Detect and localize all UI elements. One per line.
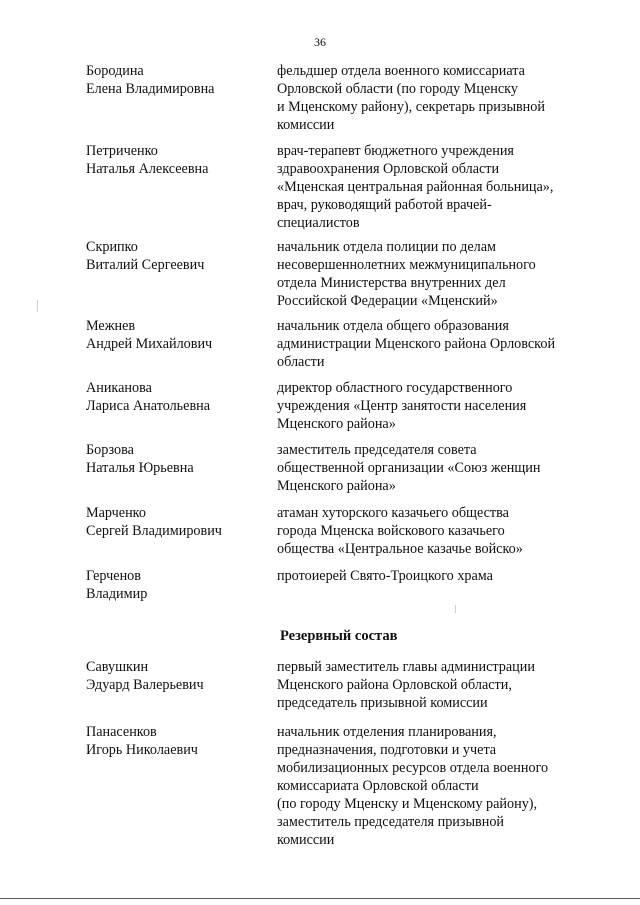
member-role-line: врач, руководящий работой врачей-: [277, 197, 492, 213]
member-role-line: Российской Федерации «Мценский»: [277, 293, 498, 309]
member-role: [277, 238, 587, 310]
member-role: [277, 62, 587, 134]
member-role-line: Мценского района»: [277, 478, 396, 494]
member-role-line: комиссии: [277, 832, 335, 848]
member-name: [86, 658, 256, 694]
scan-mark-left: [37, 300, 38, 312]
member-role-line: общественной организации «Союз женщин: [277, 460, 541, 476]
member-name-line: Панасенков: [86, 724, 157, 740]
member-role-line: протоиерей Свято-Троицкого храма: [277, 568, 493, 584]
member-role-line: отдела Министерства внутренних дел: [277, 275, 506, 291]
member-role-line: Мценского района»: [277, 416, 396, 432]
member-role: [277, 317, 587, 371]
member-role-line: общества «Центральное казачье войско»: [277, 541, 523, 557]
member-name-line: Марченко: [86, 505, 146, 521]
member-role-line: области: [277, 354, 325, 370]
member-role-line: (по городу Мценску и Мценскому району),: [277, 796, 538, 812]
section-heading-reserve: Резервный состав: [280, 628, 398, 644]
member-role: [277, 379, 587, 433]
member-name: [86, 317, 256, 353]
member-name: [86, 142, 256, 178]
member-name: [86, 379, 256, 415]
member-name-line: Скрипко: [86, 239, 138, 255]
scan-mark-right: [455, 605, 456, 613]
member-role: [277, 567, 587, 585]
member-role-line: несовершеннолетних межмуниципального: [277, 257, 536, 273]
member-role-line: учреждения «Центр занятости населения: [277, 398, 527, 414]
member-name-line: Борзова: [86, 442, 134, 458]
member-name-line: Аниканова: [86, 380, 152, 396]
member-name-line: Лариса Анатольевна: [86, 398, 211, 414]
member-name-line: Эдуард Валерьевич: [86, 677, 204, 693]
member-role-line: заместитель председателя совета: [277, 442, 477, 458]
member-role-line: администрации Мценского района Орловской: [277, 336, 556, 352]
member-role-line: комиссариата Орловской области: [277, 778, 479, 794]
member-name-line: Савушкин: [86, 659, 149, 675]
member-role: [277, 504, 587, 558]
member-name: [86, 504, 256, 540]
member-name-line: Герченов: [86, 568, 141, 584]
member-name: [86, 441, 256, 477]
member-role: [277, 658, 587, 712]
member-role-line: председатель призывной комиссии: [277, 695, 488, 711]
member-role-line: мобилизационных ресурсов отдела военного: [277, 760, 549, 776]
page-number: 36: [314, 35, 326, 49]
member-role-line: комиссии: [277, 117, 335, 133]
member-role-line: начальник отдела общего образования: [277, 318, 509, 334]
member-name-line: Виталий Сергеевич: [86, 257, 205, 273]
member-name-line: Владимир: [86, 586, 148, 602]
member-role-line: Мценского района Орловской области,: [277, 677, 512, 693]
member-role-line: фельдшер отдела военного комиссариата: [277, 63, 525, 79]
member-role-line: начальник отдела полиции по делам: [277, 239, 497, 255]
member-role: [277, 723, 587, 849]
member-name-line: Наталья Алексеевна: [86, 161, 209, 177]
member-role-line: города Мценска войскового казачьего: [277, 523, 505, 539]
member-name-line: Андрей Михайлович: [86, 336, 213, 352]
member-name: [86, 238, 256, 274]
member-role-line: здравоохранения Орловской области: [277, 161, 500, 177]
member-role-line: первый заместитель главы администрации: [277, 659, 535, 675]
member-name-line: Межнев: [86, 318, 136, 334]
member-name: [86, 723, 256, 759]
member-role-line: атаман хуторского казачьего общества: [277, 505, 509, 521]
member-role-line: врач-терапевт бюджетного учреждения: [277, 143, 514, 159]
member-role-line: предназначения, подготовки и учета: [277, 742, 497, 758]
member-role-line: Орловской области (по городу Мценску: [277, 81, 518, 97]
member-name: [86, 567, 256, 603]
member-name-line: Бородина: [86, 63, 144, 79]
member-name-line: Наталья Юрьевна: [86, 460, 194, 476]
member-role-line: заместитель председателя призывной: [277, 814, 504, 830]
member-role-line: «Мценская центральная районная больница»,: [277, 179, 554, 195]
member-role: [277, 142, 587, 232]
member-role-line: и Мценскому району), секретарь призывной: [277, 99, 545, 115]
member-role: [277, 441, 587, 495]
member-name-line: Игорь Николаевич: [86, 742, 198, 758]
member-role-line: директор областного государственного: [277, 380, 513, 396]
member-name-line: Сергей Владимирович: [86, 523, 222, 539]
member-role-line: начальник отделения планирования,: [277, 724, 497, 740]
member-name-line: Петриченко: [86, 143, 158, 159]
page-bottom-rule: [0, 898, 640, 899]
member-name-line: Елена Владимировна: [86, 81, 215, 97]
member-role-line: специалистов: [277, 215, 360, 231]
member-name: [86, 62, 256, 98]
